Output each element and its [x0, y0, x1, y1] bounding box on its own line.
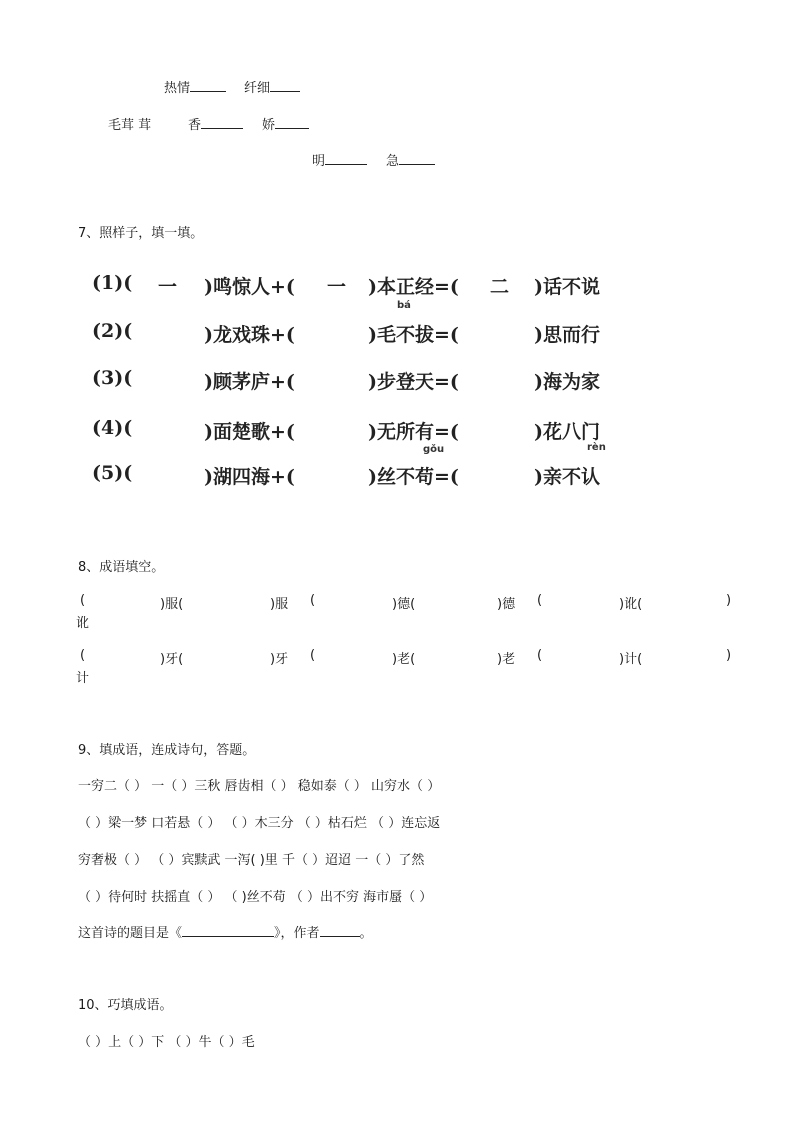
idiom-a: )顾茅庐+( — [204, 371, 295, 393]
word-blank-ming: 明 — [312, 150, 367, 169]
word-blank-xiang: 香 — [188, 114, 243, 133]
question-prefix: 这首诗的题目是《 — [78, 926, 183, 941]
idiom-a: )湖四海+( — [204, 466, 295, 488]
idiom-b: )本正经=( — [368, 276, 459, 298]
idiom-b: )步登天=( — [368, 371, 459, 393]
word-blank-rejing: 热情 — [164, 77, 226, 96]
pinyin-ren: rèn — [587, 442, 606, 453]
idiom-a: )龙戏珠+( — [204, 324, 295, 346]
pinyin-ba: bá — [397, 300, 411, 311]
s8-part: )讹( — [619, 597, 643, 612]
section9-line-3: 穷奢极（ ） （ ）宾黩武 一泻( )里 千（ ）迢迢 一（ ）了然 — [78, 853, 425, 868]
s8-part: ) — [726, 593, 732, 608]
section9-title: 9、填成语，连成诗句，答题。 — [78, 743, 256, 758]
section9-question — [78, 922, 373, 941]
idiom-row-1 — [92, 272, 612, 306]
s8-part: ( — [537, 648, 543, 663]
section9-line-2: （ ）梁一梦 口若悬（ ） （ ）木三分 （ ）枯石烂 （ ）连忘返 — [78, 816, 441, 831]
word-blank-xianxi: 纤细 — [244, 77, 300, 96]
s8-part: )德 — [497, 597, 516, 612]
idiom-row-5 — [92, 462, 612, 496]
s8-part: ( — [80, 648, 86, 663]
s8-part: ) — [726, 648, 732, 663]
s8-part: )牙( — [160, 652, 184, 667]
section8-title: 8、成语填空。 — [78, 560, 165, 575]
s8-part: ( — [80, 593, 86, 608]
idiom-row-4 — [92, 417, 612, 451]
section9-line-1: 一穷二（ ） 一（ ）三秋 唇齿相（ ） 稳如泰（ ） 山穷水（ ） — [78, 779, 441, 794]
idiom-b: )无所有=( — [368, 421, 459, 443]
idiom-c: )思而行 — [534, 324, 600, 346]
s8-part: )计( — [619, 652, 643, 667]
s8-part: )服( — [160, 597, 184, 612]
answer-a: 一 — [158, 276, 178, 298]
row-num: (1)( — [92, 272, 133, 294]
s8-part: ( — [310, 648, 316, 663]
s8-wrap: 讹 — [76, 616, 90, 631]
s8-part: )老( — [392, 652, 416, 667]
author-blank — [320, 924, 360, 937]
section9-line-4: （ ）待何时 扶摇直（ ） （ )丝不苟 （ ）出不穷 海市蜃（ ） — [78, 890, 433, 905]
row-num: (2)( — [92, 320, 133, 342]
idiom-a: )面楚歌+( — [204, 421, 295, 443]
idiom-b: )丝不苟=( — [368, 466, 459, 488]
word-blank-jiao: 娇 — [262, 114, 309, 133]
s8-part: )服 — [270, 597, 289, 612]
word-blank-ji: 急 — [386, 150, 435, 169]
answer-c: 二 — [490, 276, 510, 298]
word-example-maorongrong: 毛茸 茸 — [108, 118, 152, 133]
s8-part: )德( — [392, 597, 416, 612]
row-num: (4)( — [92, 417, 133, 439]
answer-b: 一 — [327, 276, 347, 298]
idiom-c: )话不说 — [534, 276, 600, 298]
s8-part: ( — [537, 593, 543, 608]
pinyin-gou: gǒu — [423, 444, 445, 455]
idiom-row-2 — [92, 320, 612, 354]
idiom-a: )鸣惊人+( — [204, 276, 295, 298]
idiom-b: )毛不拔=( — [368, 324, 459, 346]
s8-part: )老 — [497, 652, 516, 667]
s8-part: )牙 — [270, 652, 289, 667]
row-num: (3)( — [92, 367, 133, 389]
row-num: (5)( — [92, 462, 133, 484]
s8-part: ( — [310, 593, 316, 608]
s8-wrap: 计 — [76, 671, 90, 686]
idiom-row-3 — [92, 367, 612, 401]
poem-title-blank — [182, 924, 274, 937]
section10-title: 10、巧填成语。 — [78, 998, 173, 1013]
idiom-c: )亲不认 — [534, 466, 600, 488]
idiom-c: )花八门 — [534, 421, 600, 443]
section10-line: （ ）上（ ）下 （ ）牛（ ）毛 — [78, 1035, 255, 1050]
question-end: 。 — [359, 926, 373, 941]
idiom-c: )海为家 — [534, 371, 600, 393]
question-mid: 》，作者 — [274, 926, 320, 941]
section7-title: 7、照样子，填一填。 — [78, 226, 204, 241]
